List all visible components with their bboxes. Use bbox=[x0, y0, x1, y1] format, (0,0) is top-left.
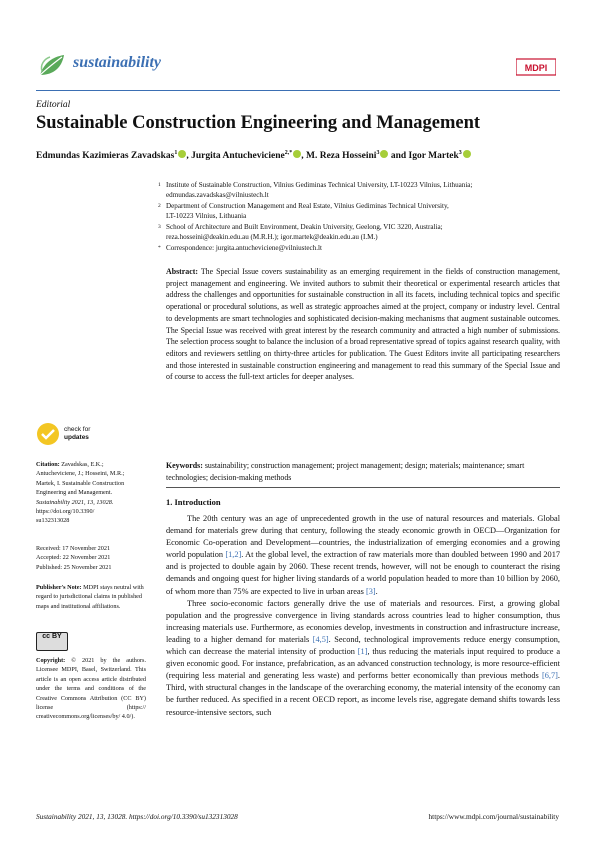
affiliation-2 bbox=[158, 201, 560, 221]
cc-by-license-icon[interactable]: cc BY bbox=[36, 632, 68, 651]
citation bbox=[36, 460, 146, 526]
check-for-updates-line: updates bbox=[64, 433, 89, 441]
mdpi-logo-icon[interactable] bbox=[516, 57, 556, 77]
correspondence bbox=[158, 243, 560, 253]
copyright-text: © 2021 by the authors. Licensee MDPI, Basel, Switzerland. This article is an open access article distributed under the terms and conditions of the Creative Commons Attribution (CC BY) license (https:// creativecommons.org/licenses/by/ 4.0/). bbox=[36, 657, 147, 721]
keywords-label: Keywords: bbox=[166, 461, 203, 470]
footer-journal-url[interactable]: https://www.mdpi.com/journal/sustainability bbox=[428, 812, 559, 821]
affiliation-line: Department of Construction Management and Real Estate, Vilnius Gediminas Technical University, bbox=[166, 202, 449, 210]
author-affiliation-sup: 3 bbox=[458, 150, 462, 156]
published-date: Published: 25 November 2021 bbox=[36, 563, 112, 571]
text-run: The 20th century was an age of unprecedented growth in the use of natural resources and materials. Global demand for materials grew during that century, following the steady economic growth in OECD—Organization for Economic Co-operation and Development—countries, the industrialization of emerging economies and a growing world population bbox=[166, 514, 560, 560]
paragraph-2 bbox=[166, 598, 560, 719]
author-affiliation-sup: 2,* bbox=[284, 150, 293, 156]
affiliation-email[interactable]: edmundas.zavadskas@vilniustech.lt bbox=[166, 191, 269, 199]
affiliation-line: School of Architecture and Built Environment, Deakin University, Geelong, VIC 3220, Australia; bbox=[166, 223, 443, 231]
mdpi-logo-text: MDPI bbox=[524, 63, 548, 73]
received-date: Received: 17 November 2021 bbox=[36, 545, 111, 552]
dates bbox=[36, 544, 146, 572]
citation-doi[interactable]: su132313028 bbox=[36, 517, 70, 525]
citation-link[interactable]: [3] bbox=[365, 586, 376, 596]
check-for-updates-icon[interactable] bbox=[36, 422, 60, 446]
citation-doi[interactable]: https://doi.org/10.3390/ bbox=[36, 508, 95, 516]
article-title: Sustainable Construction Engineering and Management bbox=[36, 113, 481, 133]
affiliation-1 bbox=[158, 180, 560, 200]
citation-line: Sustainability 2021, 13, 13028. bbox=[36, 498, 114, 506]
author-separator: , bbox=[301, 151, 304, 162]
body-text bbox=[166, 513, 560, 719]
affiliation-3 bbox=[158, 222, 560, 242]
text-run: . Second, technological improvements reduce energy consumption, which can decrease the material intensity of production bbox=[166, 634, 560, 657]
accepted-date: Accepted: 22 November 2021 bbox=[36, 554, 111, 562]
citation-link[interactable]: [6,7] bbox=[542, 671, 558, 681]
affiliation-number: 3 bbox=[158, 224, 161, 230]
author-separator: and bbox=[390, 151, 407, 162]
keywords bbox=[166, 460, 560, 483]
copyright bbox=[36, 656, 146, 722]
citation-line: Zavadskas, E.K.; bbox=[61, 461, 104, 468]
affiliation-number: 1 bbox=[158, 182, 161, 188]
author-affiliation-sup: 1 bbox=[174, 150, 178, 156]
citation-link[interactable]: [1,2] bbox=[225, 550, 242, 560]
journal-leaf-logo-icon bbox=[36, 49, 68, 81]
journal-name[interactable]: sustainability bbox=[73, 54, 162, 71]
check-for-updates-line: check for bbox=[64, 426, 91, 433]
orcid-icon[interactable] bbox=[463, 150, 471, 158]
affiliation-number: 2 bbox=[158, 203, 161, 209]
author-name: Igor Martek bbox=[408, 151, 459, 162]
correspondence-email[interactable]: Correspondence: jurgita.antucheviciene@vilniustech.lt bbox=[166, 244, 322, 252]
text-run: . Third, with structural changes in the landscape of the overarching economy, the material intensity of the economy can be further reduced. As specified in a recent OECD report, as income levels rise, aggregate demand shifts towards less resource-intensive sectors, such bbox=[166, 671, 560, 717]
header-rule bbox=[36, 90, 560, 91]
section-heading: 1. Introduction bbox=[166, 497, 221, 507]
footer-citation[interactable]: Sustainability 2021, 13, 13028. https://doi.org/10.3390/su132313028 bbox=[36, 812, 238, 821]
check-for-updates[interactable] bbox=[64, 426, 90, 441]
abstract-text: The Special Issue covers sustainability as an emerging requirement in the fields of construction management, project management and engineering. We invited authors to submit their theoretical or experimental research articles that address the challenges and opportunities for sustainable construction in all its facets, including technical topics and specific operational or procedural solutions, as well as strategic approaches aimed at the project, company or industry level. Central to developments are smart technologies and sophisticated decision-making mechanisms that augment sustainable outcomes. The Special Issue was received with great interest by the research community and attracted a high number of submissions. The selection process sought to balance the inclusion of a broad representative spread of topics against research quality, with editors and reviewers settling on thirty-three articles for publication. The Guest Editors invite all participating researchers and those interested in sustainable construction engineering and management to read this summary of the Special Issue and of course to access the full-text articles for deeper analyses. bbox=[166, 267, 560, 382]
author-list bbox=[36, 150, 560, 161]
abstract-label: Abstract: bbox=[166, 267, 198, 276]
author-separator: , bbox=[186, 151, 189, 162]
paragraph-1 bbox=[166, 513, 560, 598]
citation-line: Martek, I. Sustainable Construction bbox=[36, 479, 125, 487]
affiliation-line: Institute of Sustainable Construction, Vilnius Gediminas Technical University, LT-10223 Vilnius, Lithuania; bbox=[166, 181, 473, 189]
keywords-rule bbox=[166, 487, 560, 488]
citation-link[interactable]: [4,5] bbox=[312, 634, 329, 644]
orcid-icon[interactable] bbox=[380, 150, 388, 158]
author-name: Jurgita Antucheviciene bbox=[191, 151, 285, 162]
affiliation-email[interactable]: reza.hosseini@deakin.edu.au (M.R.H.); igor.martek@deakin.edu.au (I.M.) bbox=[166, 233, 378, 241]
article-type: Editorial bbox=[36, 100, 71, 110]
publisher-note bbox=[36, 583, 146, 611]
text-run: Three socio-economic factors generally drive the use of materials and resources. First, a growing global population and the progressive convergence in living standards across countries lead to higher consumption, thus increasing materials use. Furthermore, as economies develop, investments in construction and infrastructure increase, leading to a higher demand for materials bbox=[166, 598, 560, 644]
author-affiliation-sup: 3 bbox=[376, 150, 380, 156]
affiliation-line: LT-10223 Vilnius, Lithuania bbox=[166, 212, 247, 220]
affiliation-number: * bbox=[158, 245, 161, 251]
abstract bbox=[166, 266, 560, 383]
publisher-note-text: MDPI stays neutral with regard to jurisdictional claims in published maps and institutional affiliations. bbox=[36, 584, 144, 610]
citation-label: Citation: bbox=[36, 461, 60, 468]
text-run: . At the global level, the extraction of raw materials more than doubled between 1990 and 2017 and is projected to double again by 2060. These recent trends, however, will not be enough to counteract the rising demands and ongoing quest for higher living standards of a world population headed to more than 10 billion by 2060, of whom more than 75% are expected to live in urban areas bbox=[166, 550, 560, 596]
keywords-text: sustainability; construction management; project management; design; materials; maintenance; smart technologies; decision-making methods bbox=[166, 461, 525, 482]
author-name: Edmundas Kazimieras Zavadskas bbox=[36, 151, 175, 162]
citation-line: Antucheviciene, J.; Hosseini, M.R.; bbox=[36, 470, 125, 478]
publisher-note-label: Publisher's Note: bbox=[36, 584, 82, 591]
citation-link[interactable]: [1] bbox=[357, 647, 368, 657]
citation-line: Engineering and Management. bbox=[36, 489, 113, 497]
copyright-label: Copyright: bbox=[36, 657, 66, 664]
author-name: M. Reza Hosseini bbox=[306, 151, 377, 162]
text-run: . bbox=[375, 586, 378, 596]
text-run: , thus reducing the materials input required to produce a given economic good. For instance, prefabrication, as an advanced construction technology, is more resource-efficient (requiring less material and generating less waste) and performs better economically than previous methods bbox=[166, 647, 561, 681]
